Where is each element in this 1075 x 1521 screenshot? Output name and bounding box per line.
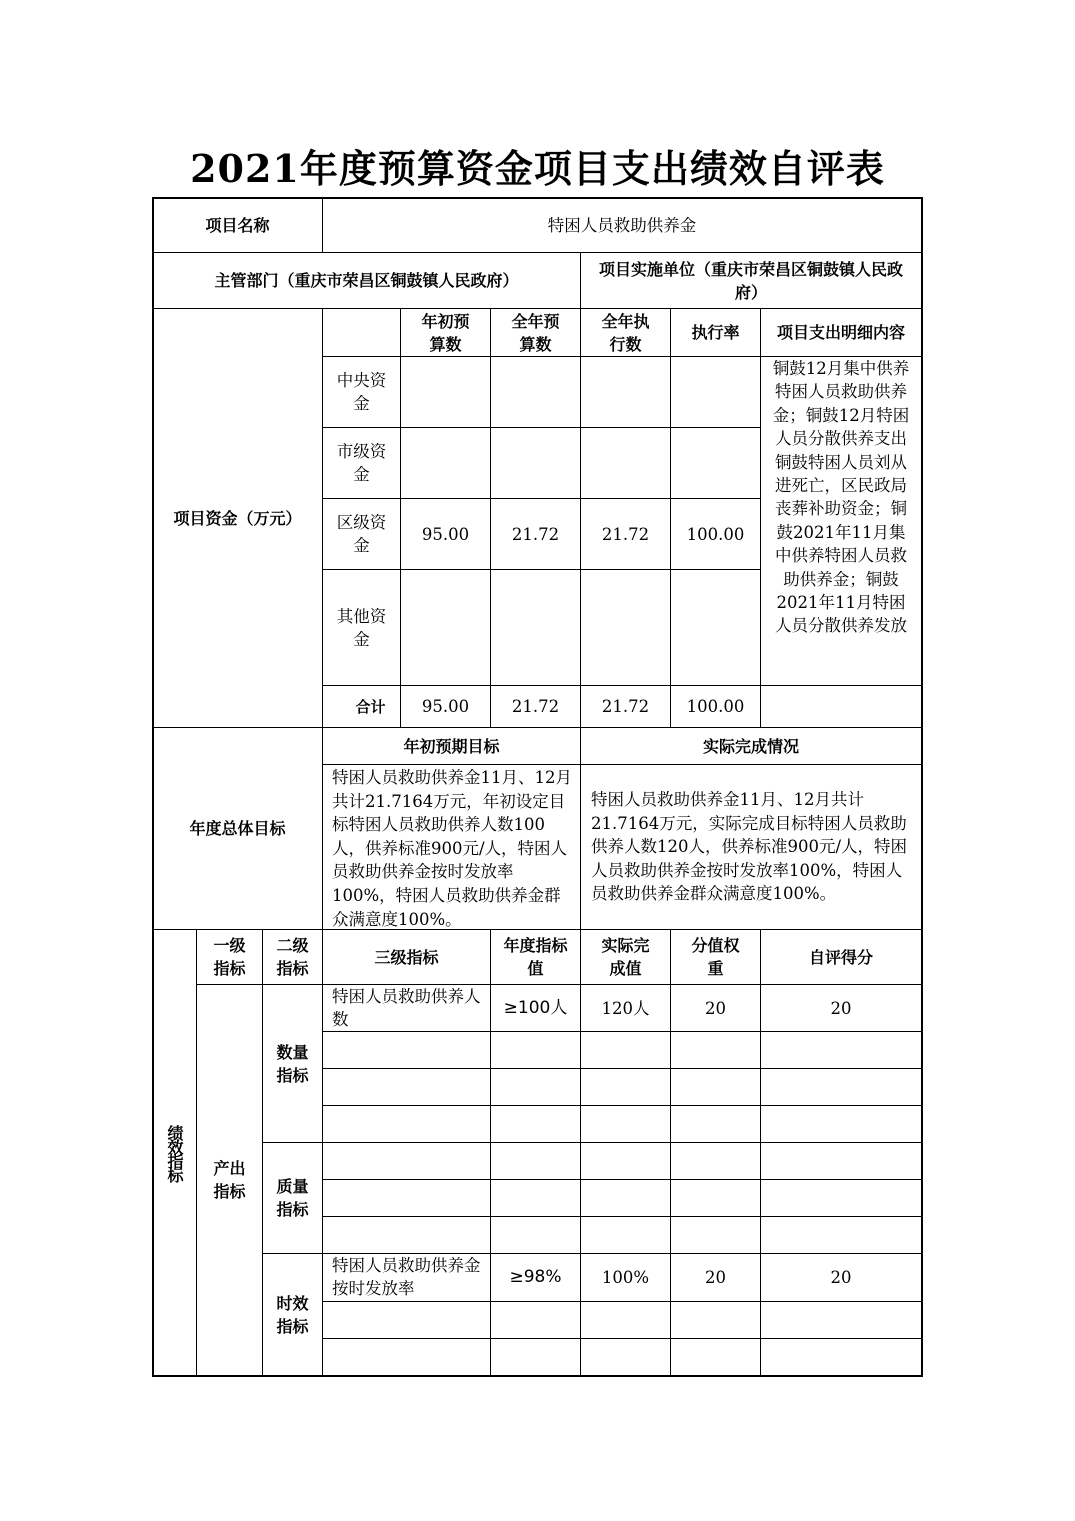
- indicator-actual: 100%: [601, 1268, 650, 1287]
- indicator-target: ≥98%: [509, 1267, 562, 1287]
- total-executed-value: 21.72: [601, 697, 650, 716]
- header-level1: 一级指标: [213, 936, 246, 978]
- header-level3: 三级指标: [374, 947, 439, 967]
- implementing-unit-label: 项目实施单位（重庆市荣昌区铜鼓镇人民政府）: [598, 259, 903, 302]
- fund-rate-value: [671, 428, 760, 498]
- total-initial-value: 95.00: [421, 697, 470, 716]
- indicator-name: 特困人员救助供养人数: [332, 987, 481, 1029]
- header-level2: 二级指标: [276, 936, 309, 978]
- fund-executed-value: 21.72: [601, 524, 650, 544]
- fund-initial-value: 95.00: [421, 524, 470, 544]
- header-initial-budget: 年初预算数: [421, 311, 470, 354]
- fund-row-label: 市级资金: [336, 442, 387, 484]
- header-annual-budget: 全年预算数: [511, 311, 560, 354]
- header-execution-rate: 执行率: [691, 323, 740, 342]
- quantity-indicators-label: 数量指标: [276, 1042, 309, 1085]
- fund-executed-value: [581, 428, 670, 498]
- fund-row-label: 其他资金: [336, 606, 387, 649]
- fund-rate-value: 100.00: [686, 524, 745, 544]
- project-name-value: 特困人员救助供养金: [547, 215, 697, 235]
- header-actual: 实际完成值: [601, 936, 650, 978]
- total-annual-value: 21.72: [511, 697, 560, 716]
- indicator-target: ≥100人: [503, 998, 568, 1018]
- performance-indicators-label: 绩效指标: [165, 1124, 184, 1181]
- header-weight: 分值权重: [691, 936, 740, 978]
- fund-initial-value: [401, 357, 490, 427]
- header-target: 年度指标值: [503, 936, 568, 978]
- timeliness-indicators-label: 时效指标: [276, 1293, 309, 1336]
- actual-completion-text: 特困人员救助供养金11月、12月共计21.7164万元，实际完成目标特困人员救助供养人数120人，供养标准900元/人，特困人员救助供养金按时发放率100%，特困人员救助供养金群众满意度100%。: [591, 790, 908, 904]
- fund-executed-value: [581, 570, 670, 685]
- fund-annual-value: [491, 428, 580, 498]
- funds-section-label: 项目资金（万元）: [173, 508, 302, 528]
- fund-initial-value: [401, 428, 490, 498]
- header-detail-content: 项目支出明细内容: [776, 323, 905, 342]
- fund-executed-value: [581, 357, 670, 427]
- fund-rate-value: [671, 357, 760, 427]
- indicator-name: 特困人员救助供养金按时发放率: [332, 1256, 481, 1298]
- fund-annual-value: 21.72: [511, 524, 560, 544]
- page-title: 2021年度预算资金项目支出绩效自评表: [190, 146, 885, 191]
- indicator-actual: 120人: [601, 999, 650, 1018]
- indicator-score: 20: [830, 999, 852, 1018]
- department-label: 主管部门（重庆市荣昌区铜鼓镇人民政府）: [214, 271, 519, 290]
- fund-initial-value: [401, 570, 490, 685]
- indicator-weight: 20: [705, 999, 726, 1018]
- quality-indicators-label: 质量指标: [276, 1177, 309, 1219]
- total-label: 合计: [355, 697, 386, 716]
- output-indicators-label: 产出指标: [213, 1159, 246, 1201]
- expense-detail-text: 铜鼓12月集中供养特困人员救助供养金；铜鼓12月特困人员分散供养支出铜鼓特困人员刘从进死亡，区民政局丧葬补助资金；铜鼓2021年11月集中供养特困人员救助供养金；铜鼓2021年11月特困人员分散供养发放: [772, 359, 910, 636]
- total-rate-value: 100.00: [686, 697, 745, 716]
- header-score: 自评得分: [808, 947, 873, 967]
- fund-row-label: 区级资金: [336, 513, 387, 555]
- initial-goal-header: 年初预期目标: [403, 736, 500, 756]
- fund-rate-value: [671, 570, 760, 685]
- fund-row-label: 中央资金: [336, 371, 387, 413]
- fund-annual-value: [491, 570, 580, 685]
- annual-goals-label: 年度总体目标: [189, 819, 286, 838]
- fund-annual-value: [491, 357, 580, 427]
- indicator-weight: 20: [705, 1268, 726, 1287]
- project-name-label: 项目名称: [205, 215, 270, 235]
- initial-goal-text: 特困人员救助供养金11月、12月共计21.7164万元，年初设定目标特困人员救助供养人数100人，供养标准900元/人，特困人员救助供养金按时发放率100%，特困人员救助供养金群众满意度100%。: [332, 768, 572, 929]
- actual-completion-header: 实际完成情况: [702, 736, 799, 756]
- header-executed: 全年执行数: [601, 311, 650, 354]
- indicator-score: 20: [830, 1268, 852, 1287]
